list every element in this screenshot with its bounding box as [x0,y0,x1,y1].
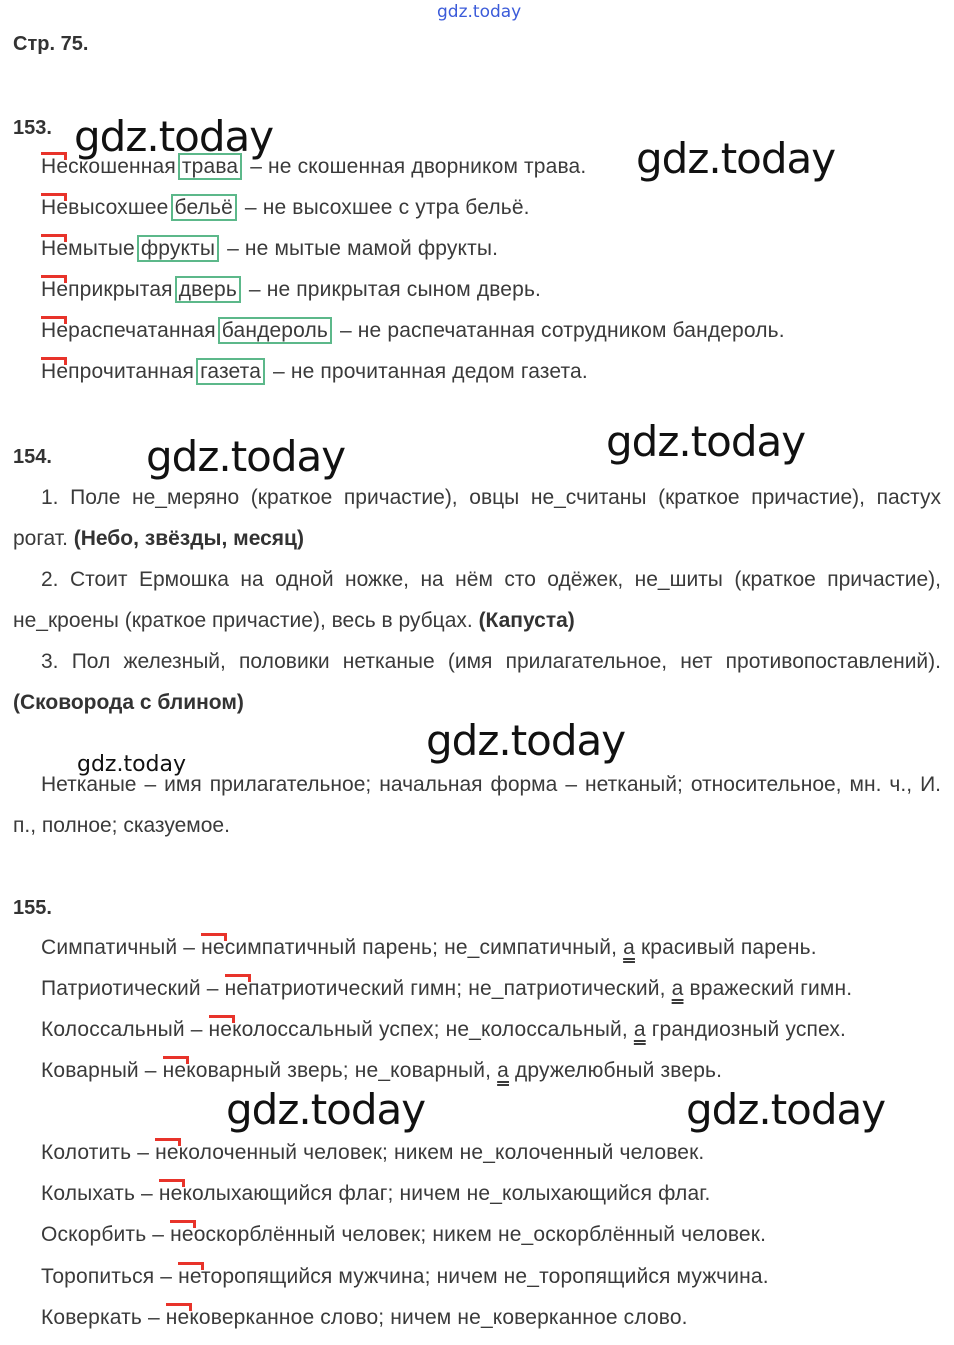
prefix-mark-icon [155,1138,181,1146]
base-verb: Оскорбить [41,1223,147,1246]
antonym-row: Симпатичный – несимпатичный парень; не_симпатичный, а красивый парень. [41,936,817,960]
prefix-ne: Не [41,360,68,383]
prefix-ne: Не [41,155,68,178]
prefix-mark-icon [170,1220,196,1228]
prefix-ne: Не [41,319,68,342]
riddle-text: 2. Стоит Ермошка на одной ножке, на нём сто одёжек, не_шиты (краткое причастие), не_кроены (краткое причастие), весь в рубцах. [13,568,941,632]
prefix-ne: Не [41,196,68,219]
prefix-ne: Не [41,237,68,260]
row-rest: – не мытые мамой фрукты. [221,237,499,260]
noun-box: бандероль [218,317,332,344]
riddle-answer: (Капуста) [478,609,575,632]
participle-text: колыхающийся флаг; ничем не_колыхающийся флаг. [182,1182,711,1205]
prefix-ne: не [163,1059,187,1082]
prefix-ne: Не [41,278,68,301]
prefix-mark-icon [178,1262,204,1270]
riddle-2 [13,559,941,641]
page-header: Стр. 75. [13,33,89,55]
noun-box: дверь [175,276,241,303]
row-rest: – не высохшее с утра бельё. [238,196,530,219]
riddle-1 [13,477,941,559]
antonym-text: коварный зверь; не_коварный, [186,1059,498,1082]
prefix-ne: не [170,1223,194,1246]
participle-text: коверканное слово; ничем не_коверканное слово. [189,1306,688,1329]
watermark: gdz.today [426,716,626,765]
riddle-answer: (Сковорода с блином) [13,691,244,714]
participle-text: оскорблённый человек; никем не_оскорблённый человек. [193,1223,767,1246]
riddle-text: 3. Пол железный, половики нетканые (имя прилагательное, нет противопоставлений). [41,650,941,673]
prefix-mark-icon [41,234,67,242]
participle-text: колоченный человек; никем не_колоченный человек. [178,1141,705,1164]
prefix-mark-icon [41,357,67,365]
participle: скошенная [68,155,176,178]
exercise-153-row [41,319,785,343]
noun-box: газета [196,358,265,385]
participle: высохшее [68,196,169,219]
contrast-text: грандиозный успех. [645,1018,847,1041]
row-rest: – не прочитанная дедом газета. [267,360,588,383]
prefix-ne: не [166,1306,190,1329]
prefix-ne: не [209,1018,233,1041]
conjunction-a: а [623,936,635,959]
noun-box: трава [178,153,242,180]
antonym-row: Колоссальный – неколоссальный успех; не_колоссальный, а грандиозный успех. [41,1018,846,1042]
exercise-153-row [41,237,498,261]
watermark: gdz.today [226,1085,426,1134]
watermark: gdz.today [74,112,274,161]
participle-row: Коверкать – нековерканное слово; ничем не_коверканное слово. [41,1306,688,1330]
contrast-text: дружелюбный зверь. [508,1059,723,1082]
riddle-3 [13,641,941,723]
participle: прочитанная [68,360,195,383]
participle: мытые [68,237,135,260]
row-rest: – не распечатанная сотрудником бандероль. [334,319,785,342]
morphological-analysis: Нетканые – имя прилагательное; начальная форма – нетканый; относительное, мн. ч., И. п., полное; сказуемое. [13,773,941,837]
participle-row: Колотить – неколоченный человек; никем не_колоченный человек. [41,1141,704,1165]
antonym-text: симпатичный парень; не_симпатичный, [224,936,624,959]
riddle-text: 1. Поле не_меряно (краткое причастие), овцы не_считаны (краткое причастие), пастух рогат. [13,486,941,550]
exercise-153-number: 153. [13,117,52,139]
riddle-answer: (Небо, звёзды, месяц) [73,527,304,550]
base-word: Симпатичный [41,936,178,959]
antonym-row: Патриотический – непатриотический гимн; не_патриотический, а вражеский гимн. [41,977,852,1001]
participle: прикрытая [68,278,173,301]
contrast-text: красивый парень. [634,936,817,959]
prefix-mark-icon [201,933,227,941]
watermark: gdz.today [636,134,836,183]
participle-row: Торопиться – неторопящийся мужчина; ничем не_торопящийся мужчина. [41,1265,769,1289]
exercise-154-number: 154. [13,446,52,468]
prefix-mark-icon [166,1303,192,1311]
base-verb: Торопиться [41,1265,155,1288]
antonym-text: колоссальный успех; не_колоссальный, [232,1018,634,1041]
antonym-text: патриотический гимн; не_патриотический, [248,977,672,1000]
base-verb: Коверкать [41,1306,142,1329]
row-rest: – не скошенная дворником трава. [244,155,587,178]
top-watermark: gdz.today [437,2,522,22]
conjunction-a: а [633,1018,646,1041]
conjunction-a: а [497,1059,509,1082]
watermark: gdz.today [77,752,187,777]
exercise-153-row [41,278,541,302]
watermark: gdz.today [686,1085,886,1134]
prefix-ne: не [159,1182,183,1205]
participle: распечатанная [68,319,216,342]
participle-text: торопящийся мужчина; ничем не_торопящийся мужчина. [200,1265,769,1288]
prefix-mark-icon [209,1015,235,1023]
conjunction-a: а [671,977,684,1000]
prefix-ne: не [155,1141,179,1164]
exercise-153-row [41,196,530,220]
noun-box: фрукты [137,235,219,262]
prefix-ne: не [201,936,225,959]
prefix-ne: не [225,977,249,1000]
noun-box: бельё [171,194,237,221]
participle-row: Колыхать – неколыхающийся флаг; ничем не_колыхающийся флаг. [41,1182,711,1206]
prefix-mark-icon [225,974,251,982]
prefix-mark-icon [41,275,67,283]
base-verb: Колотить [41,1141,132,1164]
antonym-row: Коварный – нековарный зверь; не_коварный, а дружелюбный зверь. [41,1059,722,1083]
watermark: gdz.today [606,417,806,466]
prefix-ne: не [178,1265,201,1288]
row-rest: – не прикрытая сыном дверь. [242,278,542,301]
watermark: gdz.today [146,432,346,481]
base-word: Колоссальный [41,1018,185,1041]
prefix-mark-icon [159,1179,185,1187]
base-verb: Колыхать [41,1182,136,1205]
base-word: Патриотический [41,977,201,1000]
prefix-mark-icon [163,1056,189,1064]
prefix-mark-icon [41,193,67,201]
prefix-mark-icon [41,152,67,160]
contrast-text: вражеский гимн. [683,977,853,1000]
exercise-155-number: 155. [13,897,52,919]
base-word: Коварный [41,1059,139,1082]
prefix-mark-icon [41,316,67,324]
participle-row: Оскорбить – неоскорблённый человек; никем не_оскорблённый человек. [41,1223,766,1247]
exercise-153-row [41,360,588,384]
